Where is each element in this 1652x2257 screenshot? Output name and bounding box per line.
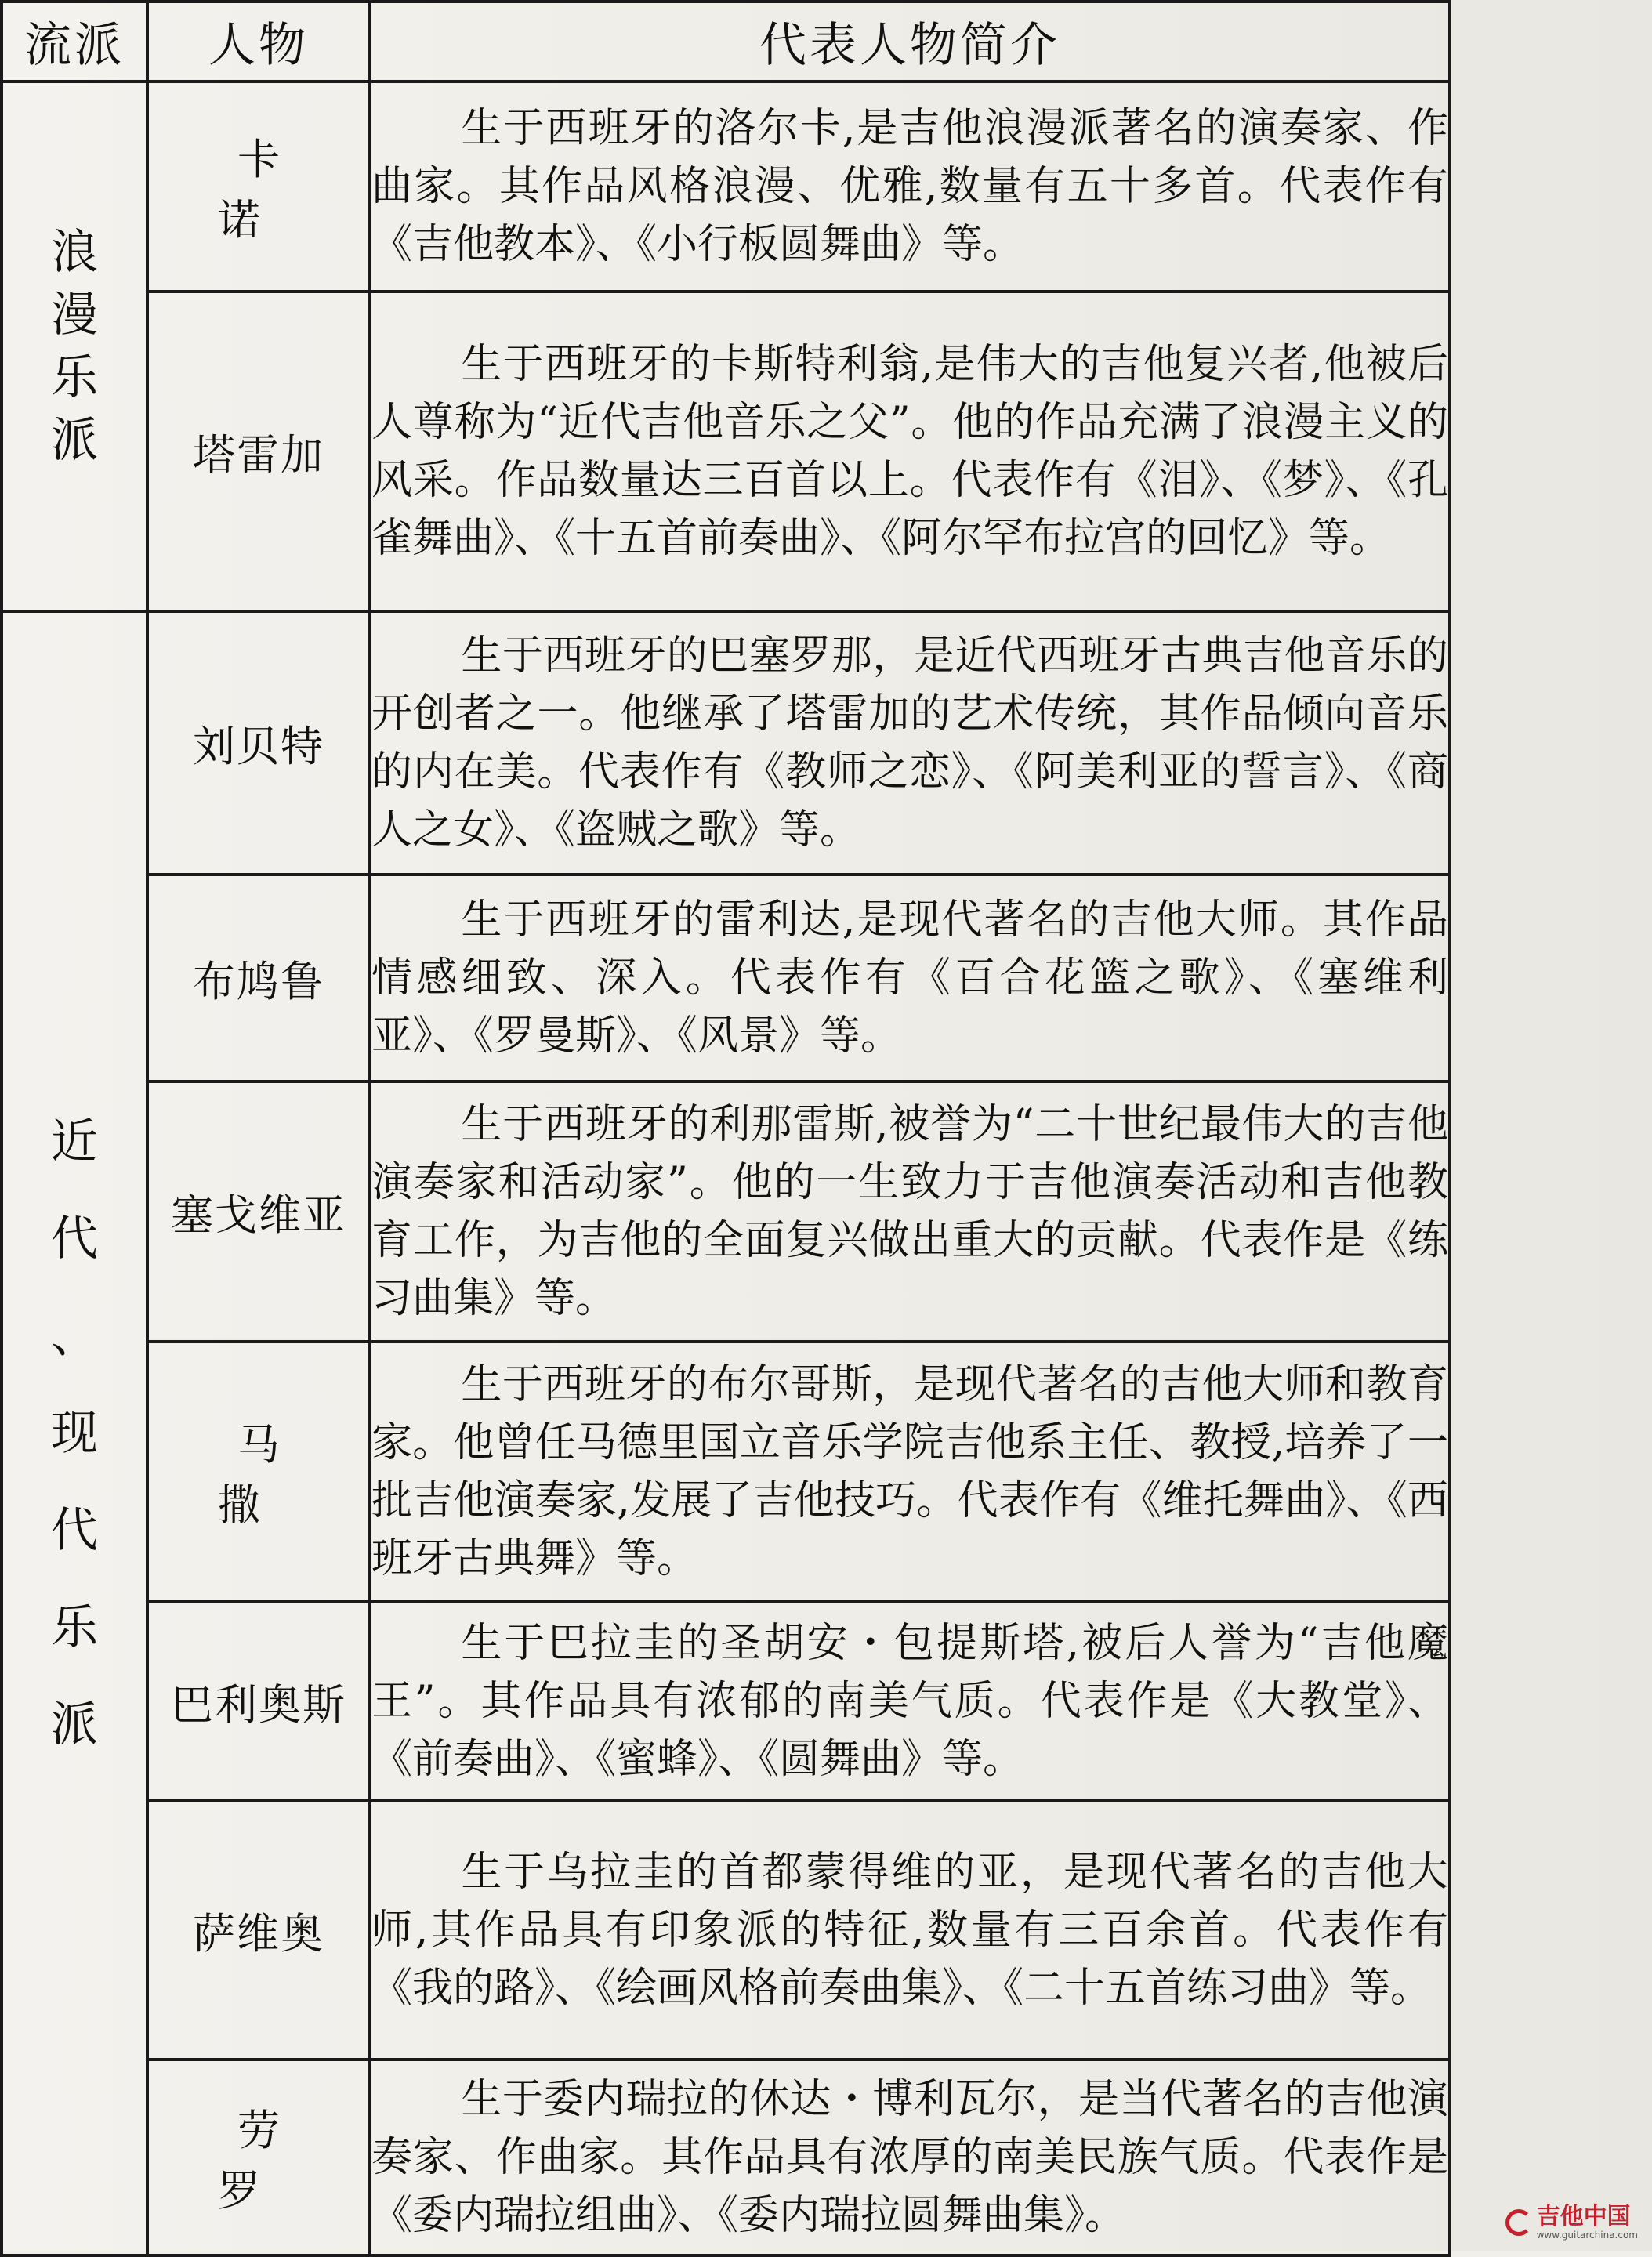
school-modern-cell — [2, 611, 147, 2255]
person-description: 生于西班牙的利那雷斯,被誉为“二十世纪最伟大的吉他演奏家和活动家”。他的一生致力于吉他演奏活动和吉他教育工作，为吉他的全面复兴做出重大的贡献。代表作是《练习曲集》等。 — [370, 1081, 1450, 1342]
school-char: 、 — [51, 1309, 98, 1364]
school-char: 乐 — [51, 1600, 98, 1655]
table-row — [2, 1081, 1450, 1342]
school-char: 现 — [51, 1406, 98, 1461]
school-char: 代 — [51, 1503, 98, 1558]
person-name: 马 撒 — [147, 1342, 370, 1602]
person-description: 生于委内瑞拉的休达・博利瓦尔，是当代著名的吉他演奏家、作曲家。其作品具有浓厚的南美民族气质。代表作是《委内瑞拉组曲》、《委内瑞拉圆舞曲集》。 — [370, 2060, 1450, 2255]
school-char: 漫 — [51, 288, 98, 342]
school-romantic-cell — [2, 82, 147, 611]
table-row — [2, 82, 1450, 292]
school-char: 浪 — [51, 225, 98, 280]
table-row — [2, 1342, 1450, 1602]
person-description: 生于西班牙的雷利达,是现代著名的吉他大师。其作品情感细致、深入。代表作有《百合花篮之歌》、《塞维利亚》、《罗曼斯》、《风景》等。 — [370, 875, 1450, 1081]
person-description: 生于巴拉圭的圣胡安・包提斯塔,被后人誉为“吉他魔王”。其作品具有浓郁的南美气质。代表作是《大教堂》、《前奏曲》、《蜜蜂》、《圆舞曲》等。 — [370, 1602, 1450, 1801]
person-name: 刘贝特 — [147, 611, 370, 875]
school-char: 近 — [51, 1114, 98, 1169]
table-row — [2, 875, 1450, 1081]
person-name: 塔雷加 — [147, 292, 370, 611]
person-description: 生于西班牙的卡斯特利翁,是伟大的吉他复兴者,他被后人尊称为“近代吉他音乐之父”。他的作品充满了浪漫主义的风采。作品数量达三百首以上。代表作有《泪》、《梦》、《孔雀舞曲》、《十五首前奏曲》、《阿尔罕布拉宫的回忆》等。 — [370, 292, 1450, 611]
person-name: 卡 诺 — [147, 82, 370, 292]
person-name: 萨维奥 — [147, 1801, 370, 2060]
table-row — [2, 1801, 1450, 2060]
header-description: 代表人物简介 — [370, 2, 1450, 82]
table-row — [2, 2060, 1450, 2255]
school-char: 代 — [51, 1212, 98, 1266]
person-name: 布鸠鲁 — [147, 875, 370, 1081]
table-header-row — [2, 2, 1450, 82]
guitar-china-logo-icon — [1505, 2209, 1532, 2236]
person-description: 生于西班牙的巴塞罗那，是近代西班牙古典吉他音乐的开创者之一。他继承了塔雷加的艺术传统，其作品倾向音乐的内在美。代表作有《教师之恋》、《阿美利亚的誓言》、《商人之女》、《盗贼之歌》等。 — [370, 611, 1450, 875]
person-description: 生于西班牙的布尔哥斯，是现代著名的吉他大师和教育家。他曾任马德里国立音乐学院吉他系主任、教授,培养了一批吉他演奏家,发展了吉他技巧。代表作有《维托舞曲》、《西班牙古典舞》等。 — [370, 1342, 1450, 1602]
table-row — [2, 1602, 1450, 1801]
person-name: 塞戈维亚 — [147, 1081, 370, 1342]
person-name: 劳 罗 — [147, 2060, 370, 2255]
school-char: 乐 — [51, 350, 98, 405]
person-name: 巴利奥斯 — [147, 1602, 370, 1801]
watermark-logo — [1505, 2205, 1638, 2240]
watermark-text: 吉他中国 — [1536, 2203, 1631, 2230]
person-description: 生于乌拉圭的首都蒙得维的亚，是现代著名的吉他大师,其作品具有印象派的特征,数量有三百余首。代表作有《我的路》、《绘画风格前奏曲集》、《二十五首练习曲》等。 — [370, 1801, 1450, 2060]
watermark-url: www.guitarchina.com — [1536, 2230, 1638, 2241]
school-char: 派 — [51, 413, 98, 468]
person-description: 生于西班牙的洛尔卡,是吉他浪漫派著名的演奏家、作曲家。其作品风格浪漫、优雅,数量有五十多首。代表作有《吉他教本》、《小行板圆舞曲》等。 — [370, 82, 1450, 292]
table-row — [2, 292, 1450, 611]
school-char: 派 — [51, 1697, 98, 1752]
header-person: 人物 — [147, 2, 370, 82]
table-row — [2, 611, 1450, 875]
header-school: 流派 — [2, 2, 147, 82]
